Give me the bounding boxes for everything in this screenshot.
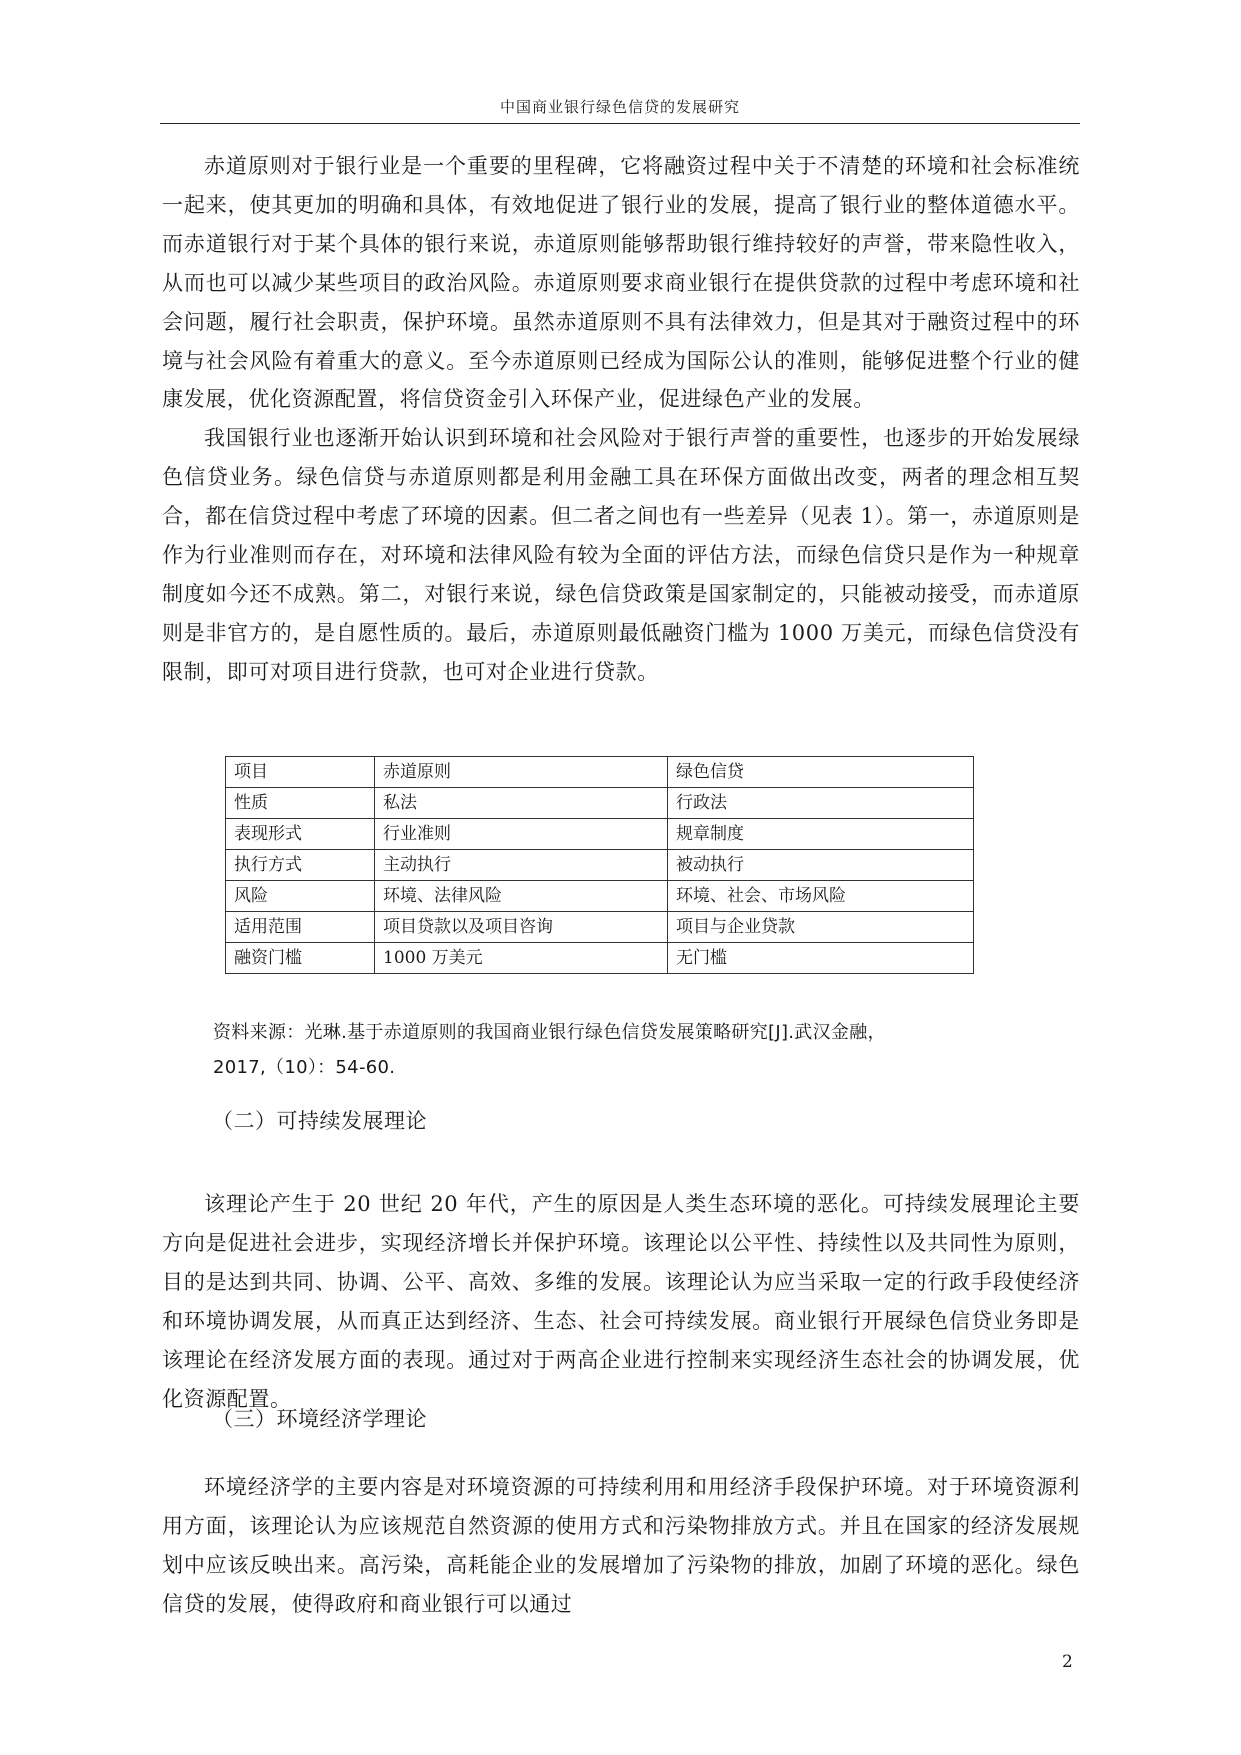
table-cell: 行业准则 xyxy=(375,819,668,850)
table-cell: 项目与企业贷款 xyxy=(668,912,974,943)
table-cell: 行政法 xyxy=(668,788,974,819)
paragraph: 我国银行业也逐渐开始认识到环境和社会风险对于银行声誉的重要性，也逐步的开始发展绿色信贷业务。绿色信贷与赤道原则都是利用金融工具在环保方面做出改变，两者的理念相互契合，都在信贷过程中考虑了环境的因素。但二者之间也有一些差异（见表 1）。第一，赤道原则是作为行业准则而存在，对环境和法律风险有较为全面的评估方法，而绿色信贷只是作为一种规章制度如今还不成熟。第二，对银行来说，绿色信贷政策是国家制定的，只能被动接受，而赤道原则是非官方的，是自愿性质的。最后，赤道原则最低融资门槛为 1000 万美元，而绿色信贷没有限制，即可对项目进行贷款，也可对企业进行贷款。 xyxy=(162,426,1080,684)
table-cell: 表现形式 xyxy=(226,819,375,850)
paragraph: 赤道原则对于银行业是一个重要的里程碑，它将融资过程中关于不清楚的环境和社会标准统一起来，使其更加的明确和具体，有效地促进了银行业的发展，提高了银行业的整体道德水平。而赤道银行对于某个具体的银行来说，赤道原则能够帮助银行维持较好的声誉，带来隐性收入，从而也可以减少某些项目的政治风险。赤道原则要求商业银行在提供贷款的过程中考虑环境和社会问题，履行社会职责，保护环境。虽然赤道原则不具有法律效力，但是其对于融资过程中的环境与社会风险有着重大的意义。至今赤道原则已经成为国际公认的准则，能够促进整个行业的健康发展，优化资源配置，将信贷资金引入环保产业，促进绿色产业的发展。 xyxy=(162,154,1080,412)
table-cell: 私法 xyxy=(375,788,668,819)
table-cell: 主动执行 xyxy=(375,850,668,881)
header-rule xyxy=(160,123,1080,124)
table-cell: 无门槛 xyxy=(668,943,974,974)
section-heading: （二）可持续发展理论 xyxy=(212,1109,427,1133)
table-row xyxy=(226,788,974,819)
table-cell: 赤道原则 xyxy=(375,757,668,788)
section-heading: （三）环境经济学理论 xyxy=(212,1407,427,1431)
table-cell: 适用范围 xyxy=(226,912,375,943)
table-cell: 环境、法律风险 xyxy=(375,881,668,912)
body-text-top xyxy=(162,147,1080,692)
table-cell: 融资门槛 xyxy=(226,943,375,974)
paragraph: 环境经济学的主要内容是对环境资源的可持续利用和用经济手段保护环境。对于环境资源利用方面，该理论认为应该规范自然资源的使用方式和污染物排放方式。并且在国家的经济发展规划中应该反映出来。高污染，高耗能企业的发展增加了污染物的排放，加剧了环境的恶化。绿色信贷的发展，使得政府和商业银行可以通过 xyxy=(162,1475,1080,1616)
table-row xyxy=(226,912,974,943)
table-cell: 绿色信贷 xyxy=(668,757,974,788)
table-cell: 被动执行 xyxy=(668,850,974,881)
table-cell: 规章制度 xyxy=(668,819,974,850)
table-row xyxy=(226,943,974,974)
table-cell: 项目 xyxy=(226,757,375,788)
comparison-table xyxy=(225,756,974,974)
page-number: 2 xyxy=(1062,1652,1073,1672)
source-line: 2017,（10）：54-60. xyxy=(213,1057,396,1078)
table-cell: 性质 xyxy=(226,788,375,819)
table-cell: 环境、社会、市场风险 xyxy=(668,881,974,912)
source-line: 资料来源：光琳.基于赤道原则的我国商业银行绿色信贷发展策略研究[J].武汉金融， xyxy=(213,1022,886,1043)
table-row xyxy=(226,850,974,881)
table-row xyxy=(226,757,974,788)
table-row xyxy=(226,819,974,850)
table-row xyxy=(226,881,974,912)
running-header: 中国商业银行绿色信贷的发展研究 xyxy=(499,98,740,116)
table-cell: 1000 万美元 xyxy=(375,943,668,974)
table-cell: 风险 xyxy=(226,881,375,912)
table-cell: 执行方式 xyxy=(226,850,375,881)
paragraph: 该理论产生于 20 世纪 20 年代，产生的原因是人类生态环境的恶化。可持续发展理论主要方向是促进社会进步，实现经济增长并保护环境。该理论以公平性、持续性以及共同性为原则，目的是达到共同、协调、公平、高效、多维的发展。该理论认为应当采取一定的行政手段使经济和环境协调发展，从而真正达到经济、生态、社会可持续发展。商业银行开展绿色信贷业务即是该理论在经济发展方面的表现。通过对于两高企业进行控制来实现经济生态社会的协调发展，优化资源配置。 xyxy=(162,1192,1080,1411)
table-source-note xyxy=(213,1015,1083,1085)
section-body xyxy=(162,1185,1080,1418)
section-body xyxy=(162,1468,1080,1624)
table-cell: 项目贷款以及项目咨询 xyxy=(375,912,668,943)
